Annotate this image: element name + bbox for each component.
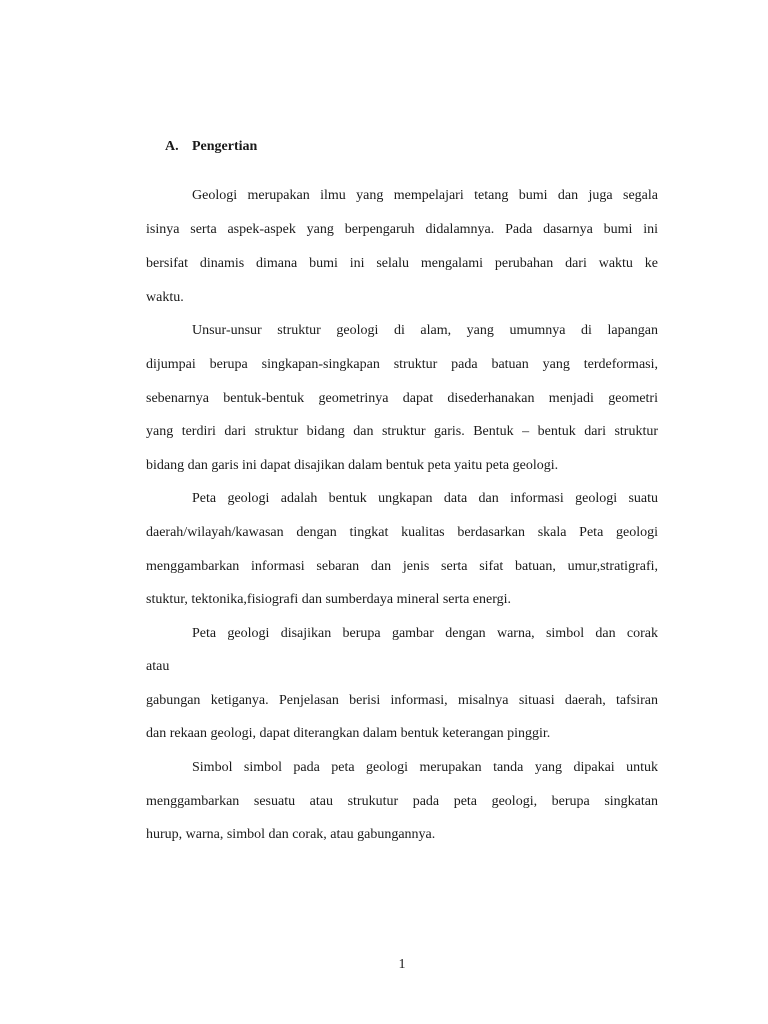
- text-line: Simbol simbol pada peta geologi merupakan tanda yang dipakai untuk: [192, 760, 658, 775]
- text-line: menggambarkan informasi sebaran dan jenis serta sifat batuan, umur,stratigrafi,: [146, 559, 658, 574]
- text-line: Peta geologi disajikan berupa gambar dengan warna, simbol dan corak: [192, 626, 658, 641]
- text-line: sebenarnya bentuk-bentuk geometrinya dapat disederhanakan menjadi geometri: [146, 391, 658, 406]
- text-line: waktu.: [146, 290, 184, 305]
- text-line: menggambarkan sesuatu atau strukutur pada peta geologi, berupa singkatan: [146, 794, 658, 809]
- section-number: A.: [165, 139, 179, 154]
- page-number: 1: [398, 957, 406, 972]
- text-line: daerah/wilayah/kawasan dengan tingkat kualitas berdasarkan skala Peta geologi: [146, 525, 658, 540]
- text-line: hurup, warna, simbol dan corak, atau gabungannya.: [146, 827, 436, 842]
- text-line: dan rekaan geologi, dapat diterangkan dalam bentuk keterangan pinggir.: [146, 726, 551, 741]
- text-line: isinya serta aspek-aspek yang berpengaruh didalamnya. Pada dasarnya bumi ini: [146, 222, 658, 237]
- text-line: Geologi merupakan ilmu yang mempelajari tetang bumi dan juga segala: [192, 188, 658, 203]
- text-line: bersifat dinamis dimana bumi ini selalu mengalami perubahan dari waktu ke: [146, 256, 658, 271]
- text-line: stuktur, tektonika,fisiografi dan sumberdaya mineral serta energi.: [146, 592, 512, 607]
- text-line: atau: [146, 659, 170, 674]
- text-line: Peta geologi adalah bentuk ungkapan data dan informasi geologi suatu: [192, 491, 658, 506]
- text-line: yang terdiri dari struktur bidang dan struktur garis. Bentuk – bentuk dari struktur: [146, 424, 658, 439]
- text-line: dijumpai berupa singkapan-singkapan struktur pada batuan yang terdeformasi,: [146, 357, 658, 372]
- text-line: bidang dan garis ini dapat disajikan dalam bentuk peta yaitu peta geologi.: [146, 458, 559, 473]
- text-line: Unsur-unsur struktur geologi di alam, yang umumnya di lapangan: [192, 323, 658, 338]
- section-title: Pengertian: [192, 139, 258, 154]
- text-line: gabungan ketiganya. Penjelasan berisi informasi, misalnya situasi daerah, tafsiran: [146, 693, 658, 708]
- section-heading: [165, 137, 257, 157]
